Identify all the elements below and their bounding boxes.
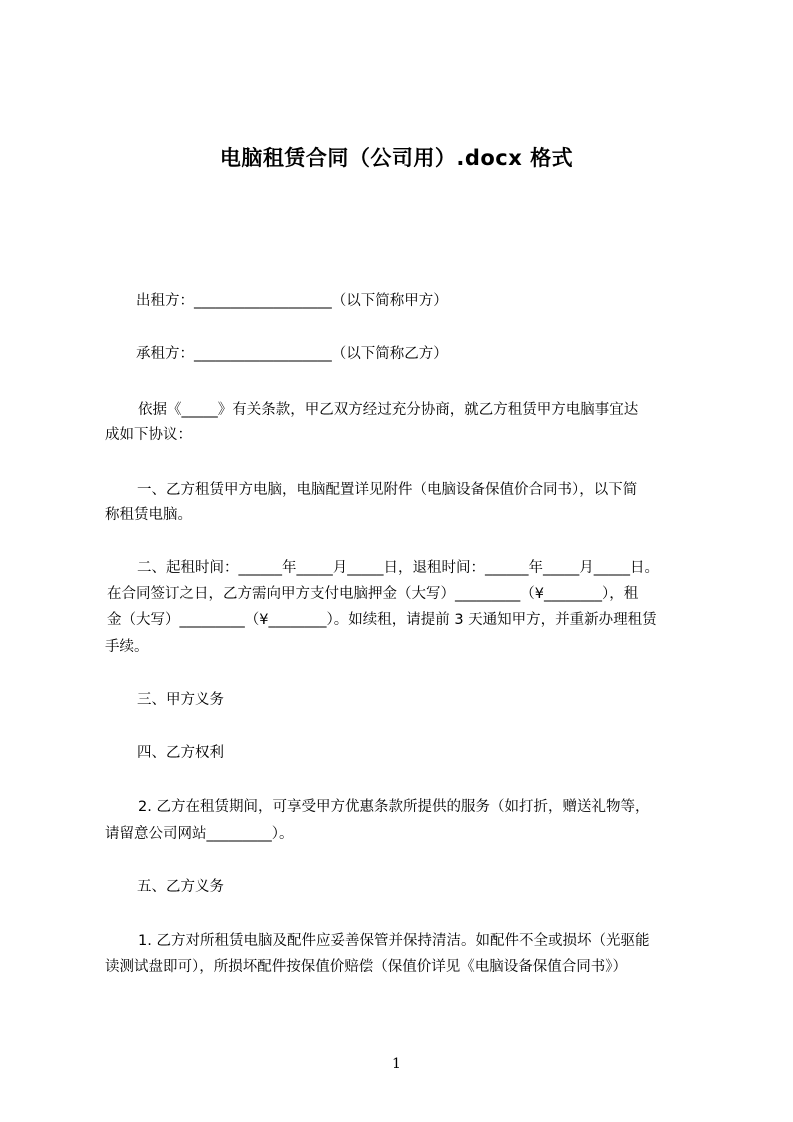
- clause-2-line: 在合同签订之日，乙方需向甲方支付电脑押金（大写）_________（¥________），租: [107, 586, 639, 602]
- rights-item-line: 请留意公司网站_________）。: [105, 826, 294, 842]
- section-heading: 四、乙方权利: [137, 745, 224, 761]
- clause-2-line: 金（大写）_________（¥________）。如续租，请提前 3 天通知甲方，并重新办理租赁: [107, 612, 657, 628]
- document-title: 电脑租赁合同（公司用）.docx 格式: [219, 146, 574, 170]
- clause-1-line: 称租赁电脑。: [105, 507, 192, 523]
- clause-2-line: 二、起租时间：______年_____月_____日，退租时间：______年_____月_____日。: [137, 560, 659, 576]
- lessee-line: 承租方：___________________（以下简称乙方）: [136, 346, 448, 362]
- section-heading: 三、甲方义务: [137, 692, 224, 708]
- clause-2-line: 手续。: [105, 639, 149, 655]
- page-number: 1: [392, 1056, 401, 1072]
- obligation-item-line: 1. 乙方对所租赁电脑及配件应妥善保管并保持清洁。如配件不全或损坏（光驱能: [138, 933, 650, 949]
- obligation-item-line: 读测试盘即可），所损坏配件按保值价赔偿（保值价详见《电脑设备保值合同书》）: [105, 959, 627, 975]
- section-heading: 五、乙方义务: [137, 879, 224, 895]
- preamble-line: 依据《_____》有关条款，甲乙双方经过充分协商，就乙方租赁甲方电脑事宜达: [138, 402, 639, 418]
- rights-item-line: 2. 乙方在租赁期间，可享受甲方优惠条款所提供的服务（如打折，赠送礼物等，: [138, 799, 650, 815]
- preamble-line: 成如下协议：: [105, 427, 192, 443]
- lessor-line: 出租方：___________________（以下简称甲方）: [136, 293, 448, 309]
- clause-1-line: 一、乙方租赁甲方电脑，电脑配置详见附件（电脑设备保值价合同书），以下简: [137, 482, 638, 498]
